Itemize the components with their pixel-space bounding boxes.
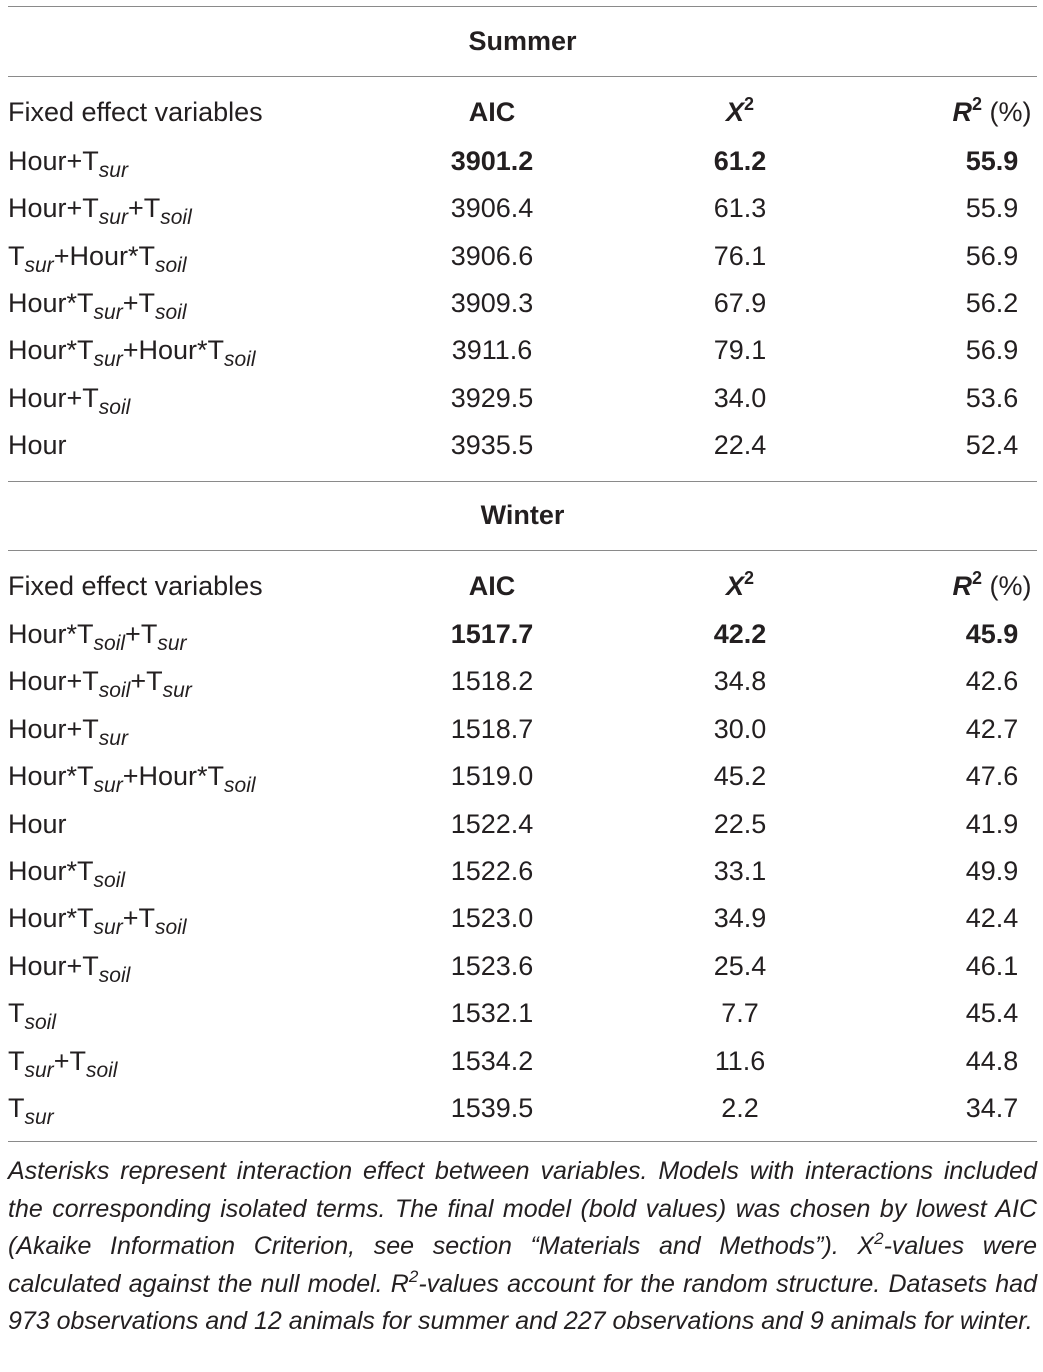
model-terms: $Hour+T_{sur}$	[8, 146, 128, 182]
table-row	[8, 425, 1037, 465]
r-squared-value: 55.9	[965, 193, 1019, 224]
model-terms: $Hour*T_{soil}$	[8, 856, 126, 892]
table-footnote: Asterisks represent interaction effect between variables. Models with interactions included the corresponding isolated terms. The final model (bold values) was chosen by lowest AIC (Akaike Information Criterion, see section “Materials and Methods”). $X^2$-values were calculated against the null model. $R^2$-values account for the random structure. Datasets had 973 observations and 12 animals for summer and 227 observations and 9 animals for winter.	[8, 1157, 1037, 1335]
table-row	[8, 661, 1037, 701]
chi-square-value: 34.8	[713, 666, 767, 697]
model-terms: $T_{sur}+Hour*T_{soil}$	[8, 240, 187, 277]
chi-square-value: 67.9	[713, 287, 767, 318]
aic-value: 1532.1	[450, 998, 534, 1029]
aic-value: 1523.0	[450, 903, 534, 934]
aic-value: 3906.4	[450, 193, 534, 224]
aic-value: 1523.6	[450, 950, 534, 981]
chi-square-value: 33.1	[713, 856, 767, 886]
model-terms: $Hour*T_{soil}+T_{sur}$	[8, 619, 187, 655]
chi-square-value: 30.0	[713, 713, 767, 744]
aic-header: AIC	[468, 571, 516, 601]
chi-square-value: 61.3	[713, 193, 767, 224]
model-terms: $T_{sur}+T_{soil}$	[8, 1045, 118, 1082]
aic-value: 3906.6	[450, 240, 534, 271]
table-row	[8, 330, 1037, 370]
r-squared-value: 56.2	[965, 287, 1019, 318]
summer-column-header	[8, 92, 1037, 132]
r-squared-value: 47.6	[965, 761, 1019, 792]
aic-value: 1522.4	[450, 808, 534, 839]
model-terms: Hour	[8, 429, 67, 460]
aic-value: 1518.7	[450, 713, 534, 744]
table-row	[8, 283, 1037, 323]
model-terms: $Hour+T_{sur}+T_{soil}$	[8, 193, 192, 230]
r-squared-value: 42.4	[965, 903, 1019, 934]
chi-square-value: 11.6	[714, 1045, 766, 1076]
aic-value: 3935.5	[450, 429, 534, 460]
chi-square-header: $X^2$	[725, 94, 755, 127]
table-row	[8, 898, 1037, 938]
chi-square-value: 22.5	[713, 808, 767, 839]
model-terms: $Hour*T_{sur}+T_{soil}$	[8, 287, 187, 324]
aic-value: 1539.5	[450, 1093, 534, 1123]
summer-section-title: Summer	[468, 26, 577, 56]
table-row	[8, 236, 1037, 276]
model-terms: $T_{soil}$	[8, 998, 57, 1035]
table-row	[8, 756, 1037, 796]
aic-value: 1519.0	[450, 761, 534, 792]
r-squared-value: 53.6	[965, 382, 1019, 413]
model-terms: $Hour+T_{soil}$	[8, 950, 131, 987]
r-squared-value: 34.7	[965, 1093, 1019, 1123]
table-row	[8, 946, 1037, 986]
summer-header-rule	[8, 76, 1037, 77]
model-terms: $Hour+T_{sur}$	[8, 713, 128, 750]
table-row	[8, 851, 1037, 891]
chi-square-value: 34.9	[713, 903, 767, 934]
model-terms: $Hour*T_{sur}+Hour*T_{soil}$	[8, 335, 256, 372]
r-squared-value: 42.7	[965, 713, 1019, 744]
r-squared-value: 44.8	[965, 1045, 1019, 1076]
model-terms: $Hour*T_{sur}+T_{soil}$	[8, 903, 187, 940]
r-squared-value: 45.4	[965, 998, 1019, 1029]
table-row	[8, 141, 1037, 181]
r-squared-value: 46.1	[965, 950, 1019, 981]
fixed-effect-header: Fixed effect variables	[8, 571, 263, 601]
chi-square-value: 25.4	[713, 950, 767, 981]
aic-header: AIC	[468, 97, 516, 127]
aic-value: 1522.6	[450, 856, 534, 886]
table-row	[8, 1088, 1037, 1128]
chi-square-value: 7.7	[721, 998, 759, 1029]
winter-column-header	[8, 566, 1037, 606]
winter-top-rule	[8, 481, 1037, 482]
model-terms: $Hour*T_{sur}+Hour*T_{soil}$	[8, 761, 256, 798]
r-squared-value: 42.6	[965, 666, 1019, 697]
aic-value: 1534.2	[450, 1045, 534, 1076]
aic-value: 3911.6	[451, 335, 533, 366]
aic-value: 1518.2	[450, 666, 534, 697]
aic-value: 3929.5	[450, 382, 534, 413]
model-terms: $Hour+T_{soil}$	[8, 382, 131, 419]
aic-value: 1517.7	[450, 619, 534, 649]
table-row	[8, 993, 1037, 1033]
winter-section-title: Winter	[480, 500, 565, 530]
chi-square-value: 76.1	[713, 240, 767, 271]
aic-value: 3909.3	[450, 287, 534, 318]
r-squared-value: 49.9	[965, 856, 1019, 886]
chi-square-value: 22.4	[713, 429, 767, 460]
r-squared-header: $R^2$ (%)	[952, 94, 1032, 127]
r-squared-value: 45.9	[965, 619, 1019, 649]
table-row	[8, 709, 1037, 749]
table-row	[8, 188, 1037, 228]
table-top-rule	[8, 6, 1037, 7]
r-squared-value: 41.9	[965, 808, 1019, 839]
fixed-effect-header: Fixed effect variables	[8, 97, 263, 127]
model-terms: $T_{sur}$	[8, 1093, 54, 1129]
chi-square-value: 61.2	[713, 146, 767, 176]
chi-square-value: 34.0	[713, 382, 767, 413]
table-bottom-rule	[8, 1141, 1037, 1142]
r-squared-value: 52.4	[965, 429, 1019, 460]
winter-header-rule	[8, 550, 1037, 551]
r-squared-value: 56.9	[965, 240, 1019, 271]
model-terms: $Hour+T_{soil}+T_{sur}$	[8, 666, 192, 703]
chi-square-header: $X^2$	[725, 568, 755, 601]
r-squared-header: $R^2$ (%)	[952, 568, 1032, 601]
aic-value: 3901.2	[450, 146, 534, 176]
chi-square-value: 79.1	[713, 335, 767, 366]
r-squared-value: 55.9	[965, 146, 1019, 176]
table-row	[8, 378, 1037, 418]
model-terms: Hour	[8, 808, 67, 839]
r-squared-value: 56.9	[965, 335, 1019, 366]
table-row	[8, 804, 1037, 844]
table-row	[8, 614, 1037, 654]
chi-square-value: 42.2	[713, 619, 767, 649]
chi-square-value: 2.2	[721, 1093, 759, 1123]
table-row	[8, 1041, 1037, 1081]
chi-square-value: 45.2	[713, 761, 767, 792]
